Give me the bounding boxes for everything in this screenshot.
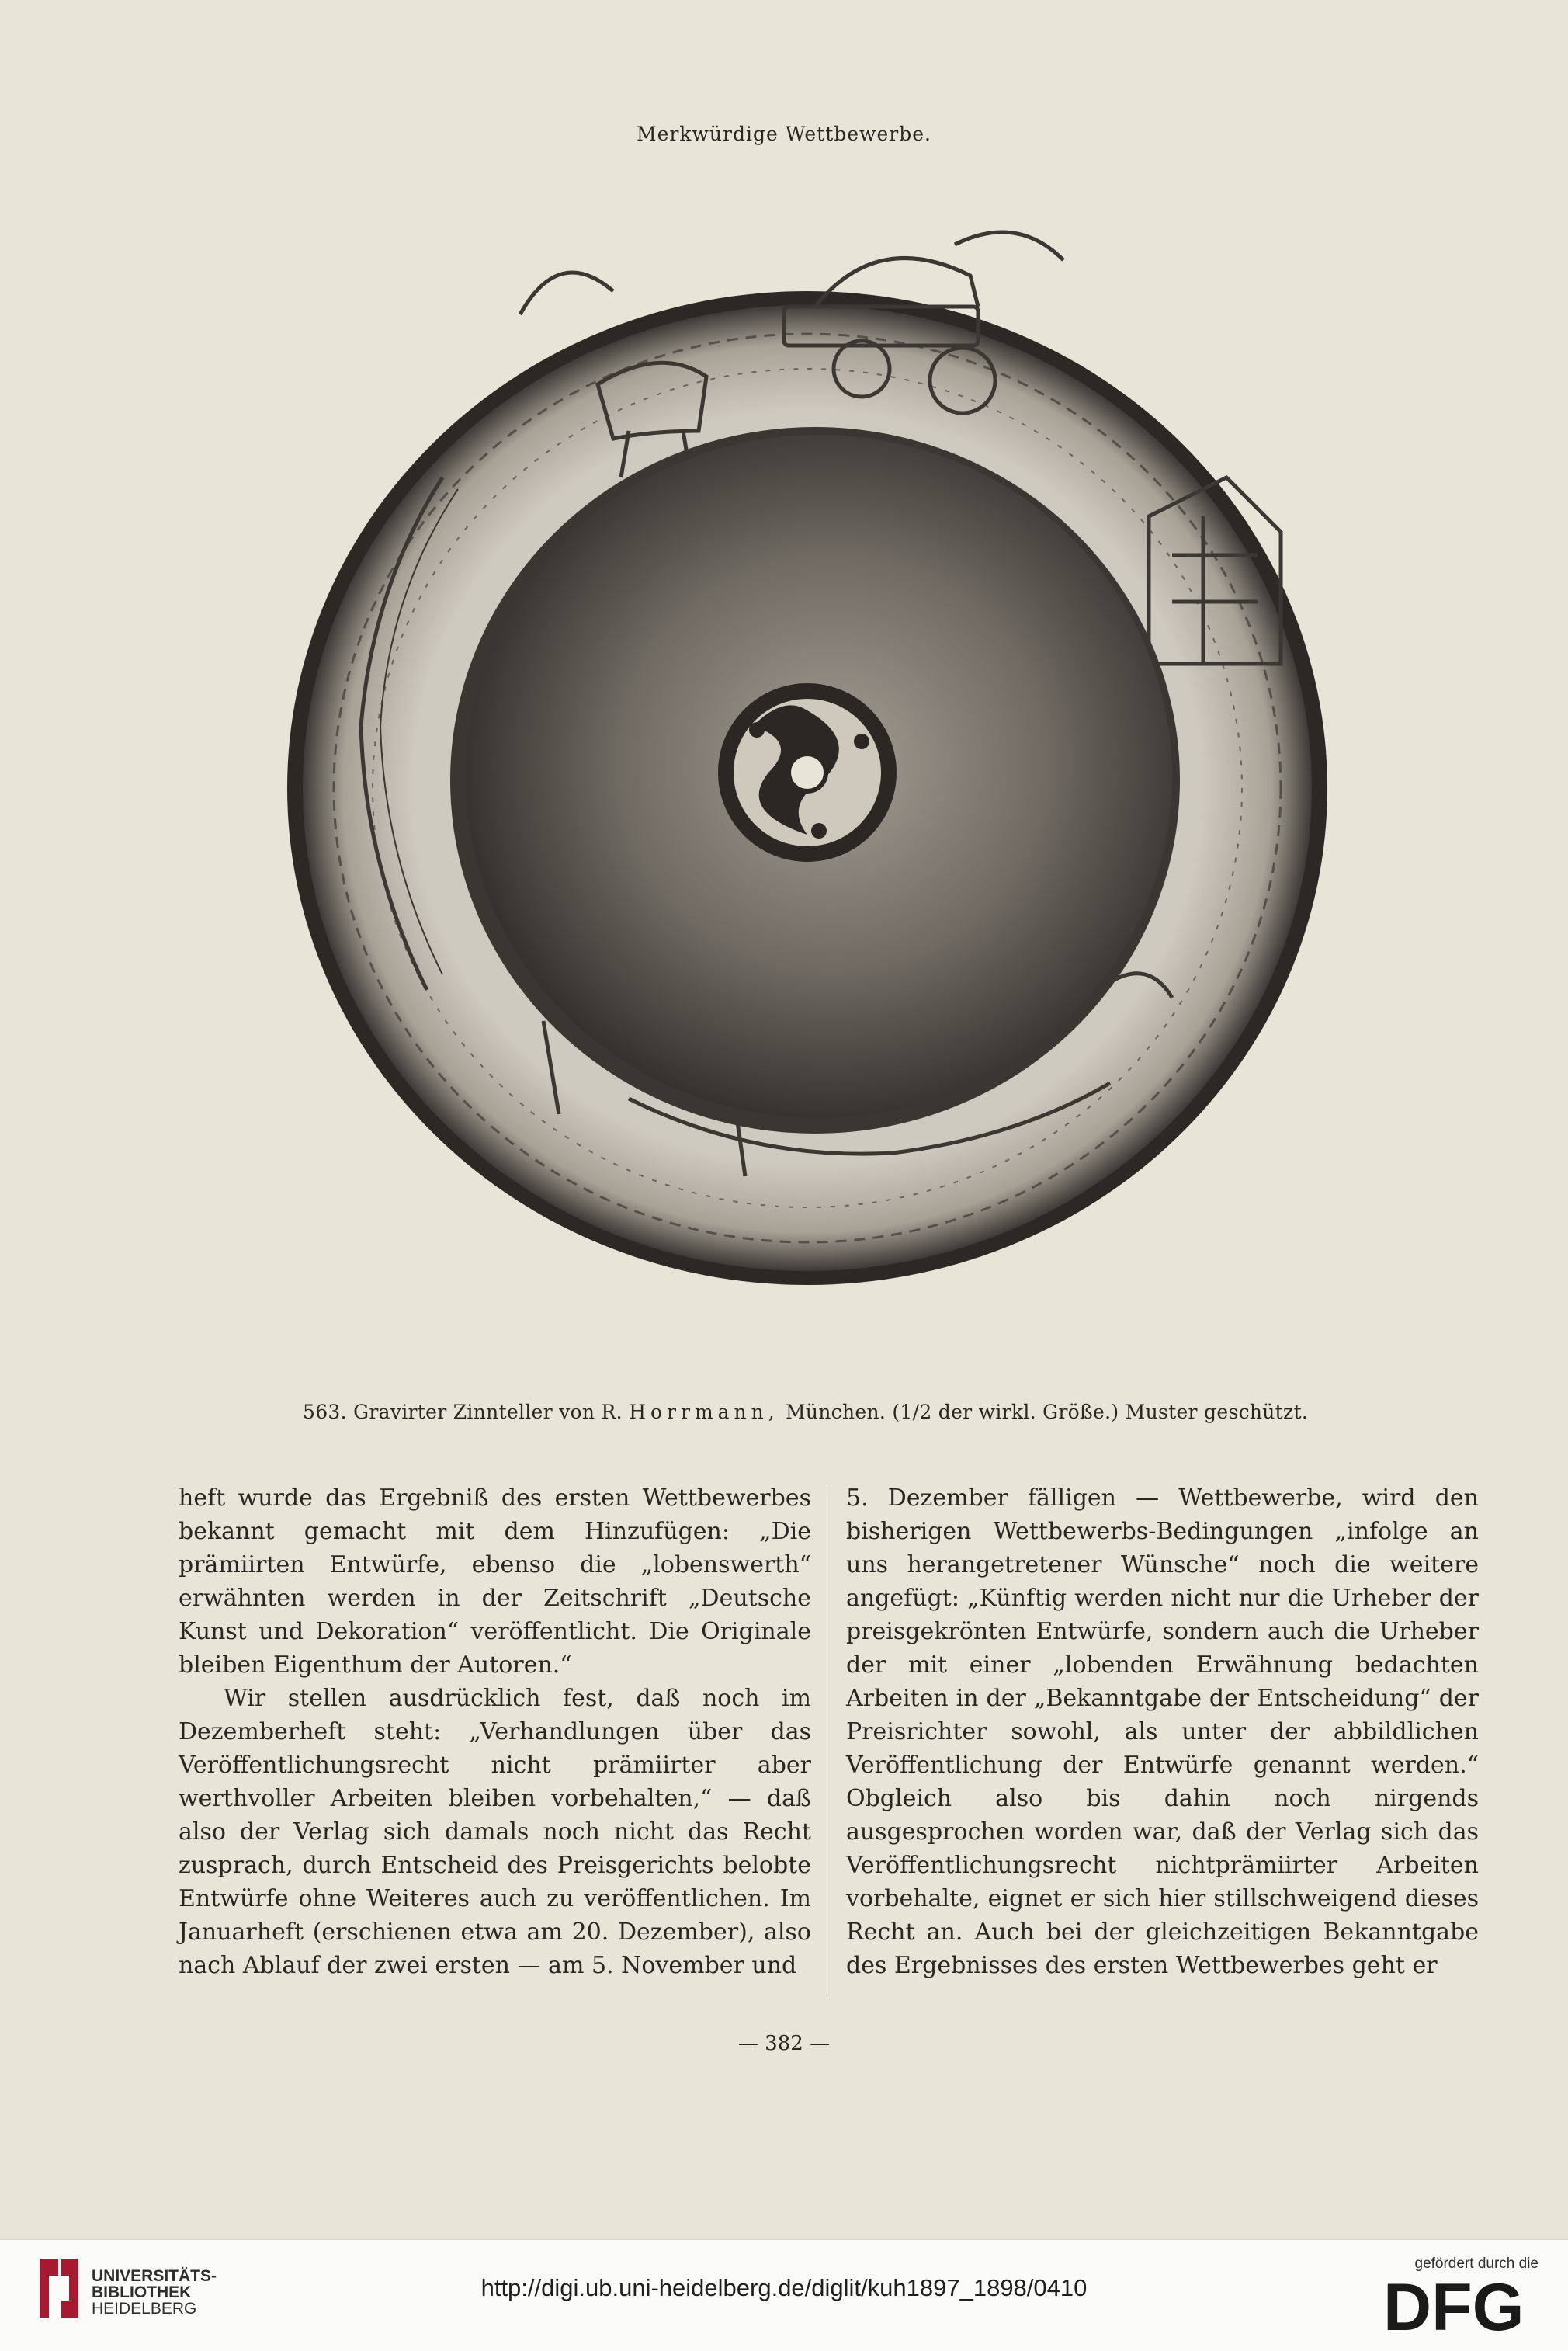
center-ornament	[718, 683, 897, 862]
funded-by-label: gefördert durch die	[1414, 2256, 1539, 2272]
dfg-logo-text: DFG	[1383, 2273, 1525, 2338]
caption-artist-name: Horrmann,	[629, 1401, 779, 1423]
pewter-plate-illustration	[194, 182, 1374, 1401]
right-text-column	[846, 1481, 1479, 1982]
left-paragraph-2: Wir stellen ausdrücklich fest, daß noch im Dezemberheft steht: „Verhandlungen über das Veröffentlichungsrecht nicht prämiirter aber werthvoller Arbeiten bleiben vorbehalten,“ — daß also der Verlag sich damals noch nicht das Recht zusprach, durch Entscheid des Preisgerichts belobte Entwürfe ohne Weiteres auch zu veröffentlichen. Im Januarheft (erschienen etwa am 20. Dezember), also nach Ablauf der zwei ersten — am 5. November und	[179, 1685, 811, 1979]
library-line-1: UNIVERSITÄTS-	[92, 2267, 217, 2285]
caption-end: München. (1/2 der wirkl. Größe.) Muster geschützt.	[785, 1401, 1309, 1423]
page-number: — 382 —	[737, 2032, 831, 2055]
permalink-url[interactable]: http://digi.ub.uni-heidelberg.de/diglit/kuh1897_1898/0410	[480, 2274, 1088, 2301]
caption-start: 563. Gravirter Zinnteller von R.	[303, 1401, 623, 1423]
viewer-footer	[0, 2239, 1568, 2351]
left-paragraph-1: heft wurde das Ergebniß des ersten Wettbewerbes bekannt gemacht mit dem Hinzufügen: „Die prämiirten Entwürfe, ebenso die „lobenswerth“ erwähnten werden in der Zeitschrift „Deutsche Kunst und Dekoration“ veröffentlicht. Die Originale bleiben Eigenthum der Autoren.“	[179, 1485, 811, 1679]
library-line-2: BIBLIOTHEK	[92, 2283, 192, 2301]
dfg-logo-icon	[1383, 2273, 1539, 2338]
running-title: Merkwürdige Wettbewerbe.	[637, 123, 931, 145]
figure-caption	[303, 1401, 1382, 1423]
left-text-column	[179, 1481, 811, 1982]
library-line-3: HEIDELBERG	[92, 2300, 197, 2318]
right-paragraph-1: 5. Dezember fälligen — Wettbewerbe, wird den bisherigen Wettbewerbs-Bedingungen „infolge an uns herangetretener Wünsche“ noch die weitere angefügt: „Künftig werden nicht nur die Urheber der preisgekrönten Entwürfe, sondern auch die Urheber der mit einer „lobenden Erwähnung bedachten Arbeiten in der „Bekanntgabe der Entscheidung“ der Preisrichter sowohl, als unter der abbildlichen Veröffentlichung der Entwürfe genannt werden.“ Obgleich also bis dahin noch nirgends ausgesprochen worden war, daß der Verlag sich das Veröffentlichungsrecht nichtprämiirter Arbeiten vorbehalte, eignet er sich hier stillschweigend dieses Recht an. Auch bei der gleichzeitigen Bekanntgabe des Ergebnisses des ersten Wettbewerbes geht er	[846, 1485, 1479, 1979]
